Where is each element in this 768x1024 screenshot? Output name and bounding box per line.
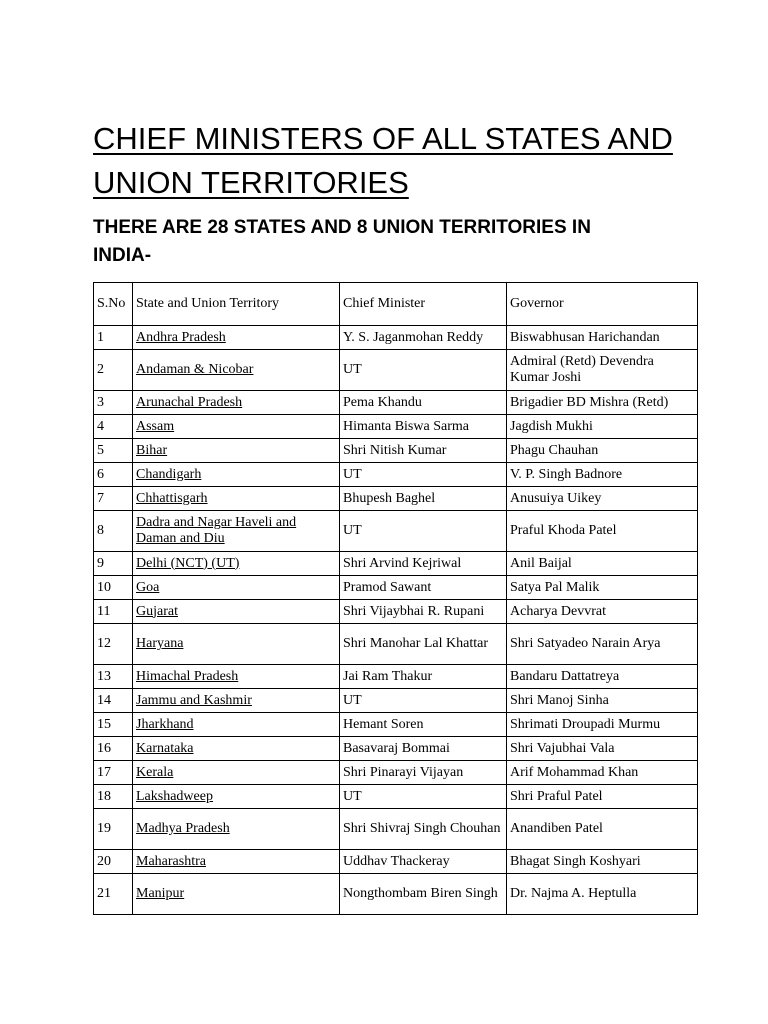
cell-state: [133, 439, 340, 463]
cell-sno: 12: [94, 624, 133, 665]
cell-state: [133, 874, 340, 915]
cell-sno: 21: [94, 874, 133, 915]
cell-state-link[interactable]: Jammu and Kashmir: [136, 692, 252, 708]
cell-governor: Anil Baijal: [507, 552, 698, 576]
table-row: [94, 326, 698, 350]
cell-state-link[interactable]: Delhi (NCT) (UT): [136, 555, 240, 571]
cell-chief-minister: Bhupesh Baghel: [340, 487, 507, 511]
cell-sno: 11: [94, 600, 133, 624]
cell-sno: 16: [94, 737, 133, 761]
cell-state-link[interactable]: Andaman & Nicobar: [136, 362, 254, 377]
page-subtitle: THERE ARE 28 STATES AND 8 UNION TERRITORIES IN INDIA-: [93, 217, 591, 266]
cell-state: [133, 809, 340, 850]
header-sno: S.No: [94, 283, 133, 326]
cell-sno: 3: [94, 391, 133, 415]
table-row: [94, 665, 698, 689]
cell-state: [133, 326, 340, 350]
table-row: [94, 552, 698, 576]
cell-chief-minister: Uddhav Thackeray: [340, 850, 507, 874]
cell-chief-minister: Jai Ram Thakur: [340, 665, 507, 689]
table-row: [94, 415, 698, 439]
cell-chief-minister: Hemant Soren: [340, 713, 507, 737]
table-row: [94, 624, 698, 665]
cell-governor: Satya Pal Malik: [507, 576, 698, 600]
table-header-row: [94, 283, 698, 326]
cell-governor: Brigadier BD Mishra (Retd): [507, 391, 698, 415]
cell-chief-minister: UT: [340, 689, 507, 713]
cell-state-link[interactable]: Jharkhand: [136, 716, 194, 732]
cell-state: [133, 600, 340, 624]
cell-sno: 5: [94, 439, 133, 463]
cell-sno: 9: [94, 552, 133, 576]
cell-sno: 2: [94, 350, 133, 391]
cell-state-link[interactable]: Goa: [136, 579, 160, 595]
cell-state: [133, 785, 340, 809]
cell-sno: 15: [94, 713, 133, 737]
cell-state-link[interactable]: Manipur: [136, 886, 185, 901]
table-row: [94, 350, 698, 391]
cell-sno: 13: [94, 665, 133, 689]
cell-state: [133, 415, 340, 439]
cell-governor: Phagu Chauhan: [507, 439, 698, 463]
cell-chief-minister: Shri Pinarayi Vijayan: [340, 761, 507, 785]
table-row: [94, 463, 698, 487]
cell-governor: Shri Satyadeo Narain Arya: [507, 624, 698, 665]
cell-state: [133, 737, 340, 761]
cell-state-link[interactable]: Haryana: [136, 636, 184, 651]
cell-state: [133, 552, 340, 576]
cell-state: [133, 761, 340, 785]
cell-chief-minister: Pramod Sawant: [340, 576, 507, 600]
table-row: [94, 487, 698, 511]
cell-state: [133, 665, 340, 689]
cell-governor: Bhagat Singh Koshyari: [507, 850, 698, 874]
cell-state: [133, 576, 340, 600]
cell-state: [133, 391, 340, 415]
cell-state-link[interactable]: Maharashtra: [136, 853, 206, 869]
cell-chief-minister: UT: [340, 511, 507, 552]
cell-state: [133, 713, 340, 737]
table-row: [94, 576, 698, 600]
cell-chief-minister: Y. S. Jaganmohan Reddy: [340, 326, 507, 350]
table-row: [94, 713, 698, 737]
header-chief-minister: Chief Minister: [340, 283, 507, 326]
cell-state-link[interactable]: Arunachal Pradesh: [136, 394, 243, 410]
header-state: State and Union Territory: [133, 283, 340, 326]
cell-sno: 19: [94, 809, 133, 850]
table-row: [94, 737, 698, 761]
cell-sno: 18: [94, 785, 133, 809]
table-row: [94, 850, 698, 874]
cell-state: [133, 511, 340, 552]
cell-state-link[interactable]: Karnataka: [136, 740, 194, 756]
cell-sno: 8: [94, 511, 133, 552]
cell-chief-minister: UT: [340, 350, 507, 391]
cell-sno: 7: [94, 487, 133, 511]
table-body: [94, 326, 698, 915]
cell-chief-minister: Nongthombam Biren Singh: [340, 874, 507, 915]
cell-state-link[interactable]: Madhya Pradesh: [136, 821, 230, 836]
cell-governor: Praful Khoda Patel: [507, 511, 698, 552]
cell-chief-minister: UT: [340, 463, 507, 487]
table-row: [94, 600, 698, 624]
cell-state-link[interactable]: Lakshadweep: [136, 788, 213, 804]
cell-governor: Arif Mohammad Khan: [507, 761, 698, 785]
cell-governor: Shri Manoj Sinha: [507, 689, 698, 713]
cell-governor: Admiral (Retd) Devendra Kumar Joshi: [507, 350, 698, 391]
cell-sno: 6: [94, 463, 133, 487]
cell-chief-minister: Shri Manohar Lal Khattar: [340, 624, 507, 665]
cell-governor: Anusuiya Uikey: [507, 487, 698, 511]
cell-sno: 1: [94, 326, 133, 350]
cell-state-link[interactable]: Gujarat: [136, 603, 178, 619]
cell-governor: Anandiben Patel: [507, 809, 698, 850]
table-row: [94, 391, 698, 415]
cell-governor: Dr. Najma A. Heptulla: [507, 874, 698, 915]
cell-sno: 14: [94, 689, 133, 713]
cell-state-link[interactable]: Dadra and Nagar Haveli and Daman and Diu: [136, 515, 297, 546]
cell-state-link[interactable]: Himachal Pradesh: [136, 668, 239, 684]
cell-chief-minister: Shri Nitish Kumar: [340, 439, 507, 463]
cell-governor: V. P. Singh Badnore: [507, 463, 698, 487]
cell-chief-minister: Basavaraj Bommai: [340, 737, 507, 761]
cell-state: [133, 850, 340, 874]
cell-governor: Acharya Devvrat: [507, 600, 698, 624]
cell-state-link[interactable]: Assam: [136, 418, 175, 434]
table-row: [94, 511, 698, 552]
cell-sno: 4: [94, 415, 133, 439]
chief-ministers-table: [93, 282, 698, 915]
cell-state: [133, 624, 340, 665]
cell-chief-minister: Shri Arvind Kejriwal: [340, 552, 507, 576]
cell-governor: Bandaru Dattatreya: [507, 665, 698, 689]
cell-state: [133, 350, 340, 391]
cell-state: [133, 463, 340, 487]
cell-chief-minister: Shri Vijaybhai R. Rupani: [340, 600, 507, 624]
cell-sno: 17: [94, 761, 133, 785]
header-governor: Governor: [507, 283, 698, 326]
cell-state-link[interactable]: Kerala: [136, 764, 174, 780]
cell-state: [133, 689, 340, 713]
cell-chief-minister: Himanta Biswa Sarma: [340, 415, 507, 439]
page-title: [93, 117, 733, 205]
cell-governor: Shrimati Droupadi Murmu: [507, 713, 698, 737]
table-row: [94, 761, 698, 785]
table-row: [94, 809, 698, 850]
cell-sno: 10: [94, 576, 133, 600]
cell-governor: Biswabhusan Harichandan: [507, 326, 698, 350]
cell-state-link[interactable]: Chhattisgarh: [136, 490, 208, 506]
cell-state-link[interactable]: Andhra Pradesh: [136, 329, 226, 345]
cell-chief-minister: UT: [340, 785, 507, 809]
cell-chief-minister: Shri Shivraj Singh Chouhan: [340, 809, 507, 850]
cell-state-link[interactable]: Bihar: [136, 442, 168, 458]
cell-sno: 20: [94, 850, 133, 874]
cell-state-link[interactable]: Chandigarh: [136, 466, 202, 482]
cell-governor: Shri Praful Patel: [507, 785, 698, 809]
page-title-text: CHIEF MINISTERS OF ALL STATES AND UNION TERRITORIES: [93, 121, 673, 200]
cell-state: [133, 487, 340, 511]
cell-governor: Shri Vajubhai Vala: [507, 737, 698, 761]
cell-governor: Jagdish Mukhi: [507, 415, 698, 439]
cell-chief-minister: Pema Khandu: [340, 391, 507, 415]
table-row: [94, 785, 698, 809]
table-row: [94, 439, 698, 463]
table-row: [94, 874, 698, 915]
table-row: [94, 689, 698, 713]
